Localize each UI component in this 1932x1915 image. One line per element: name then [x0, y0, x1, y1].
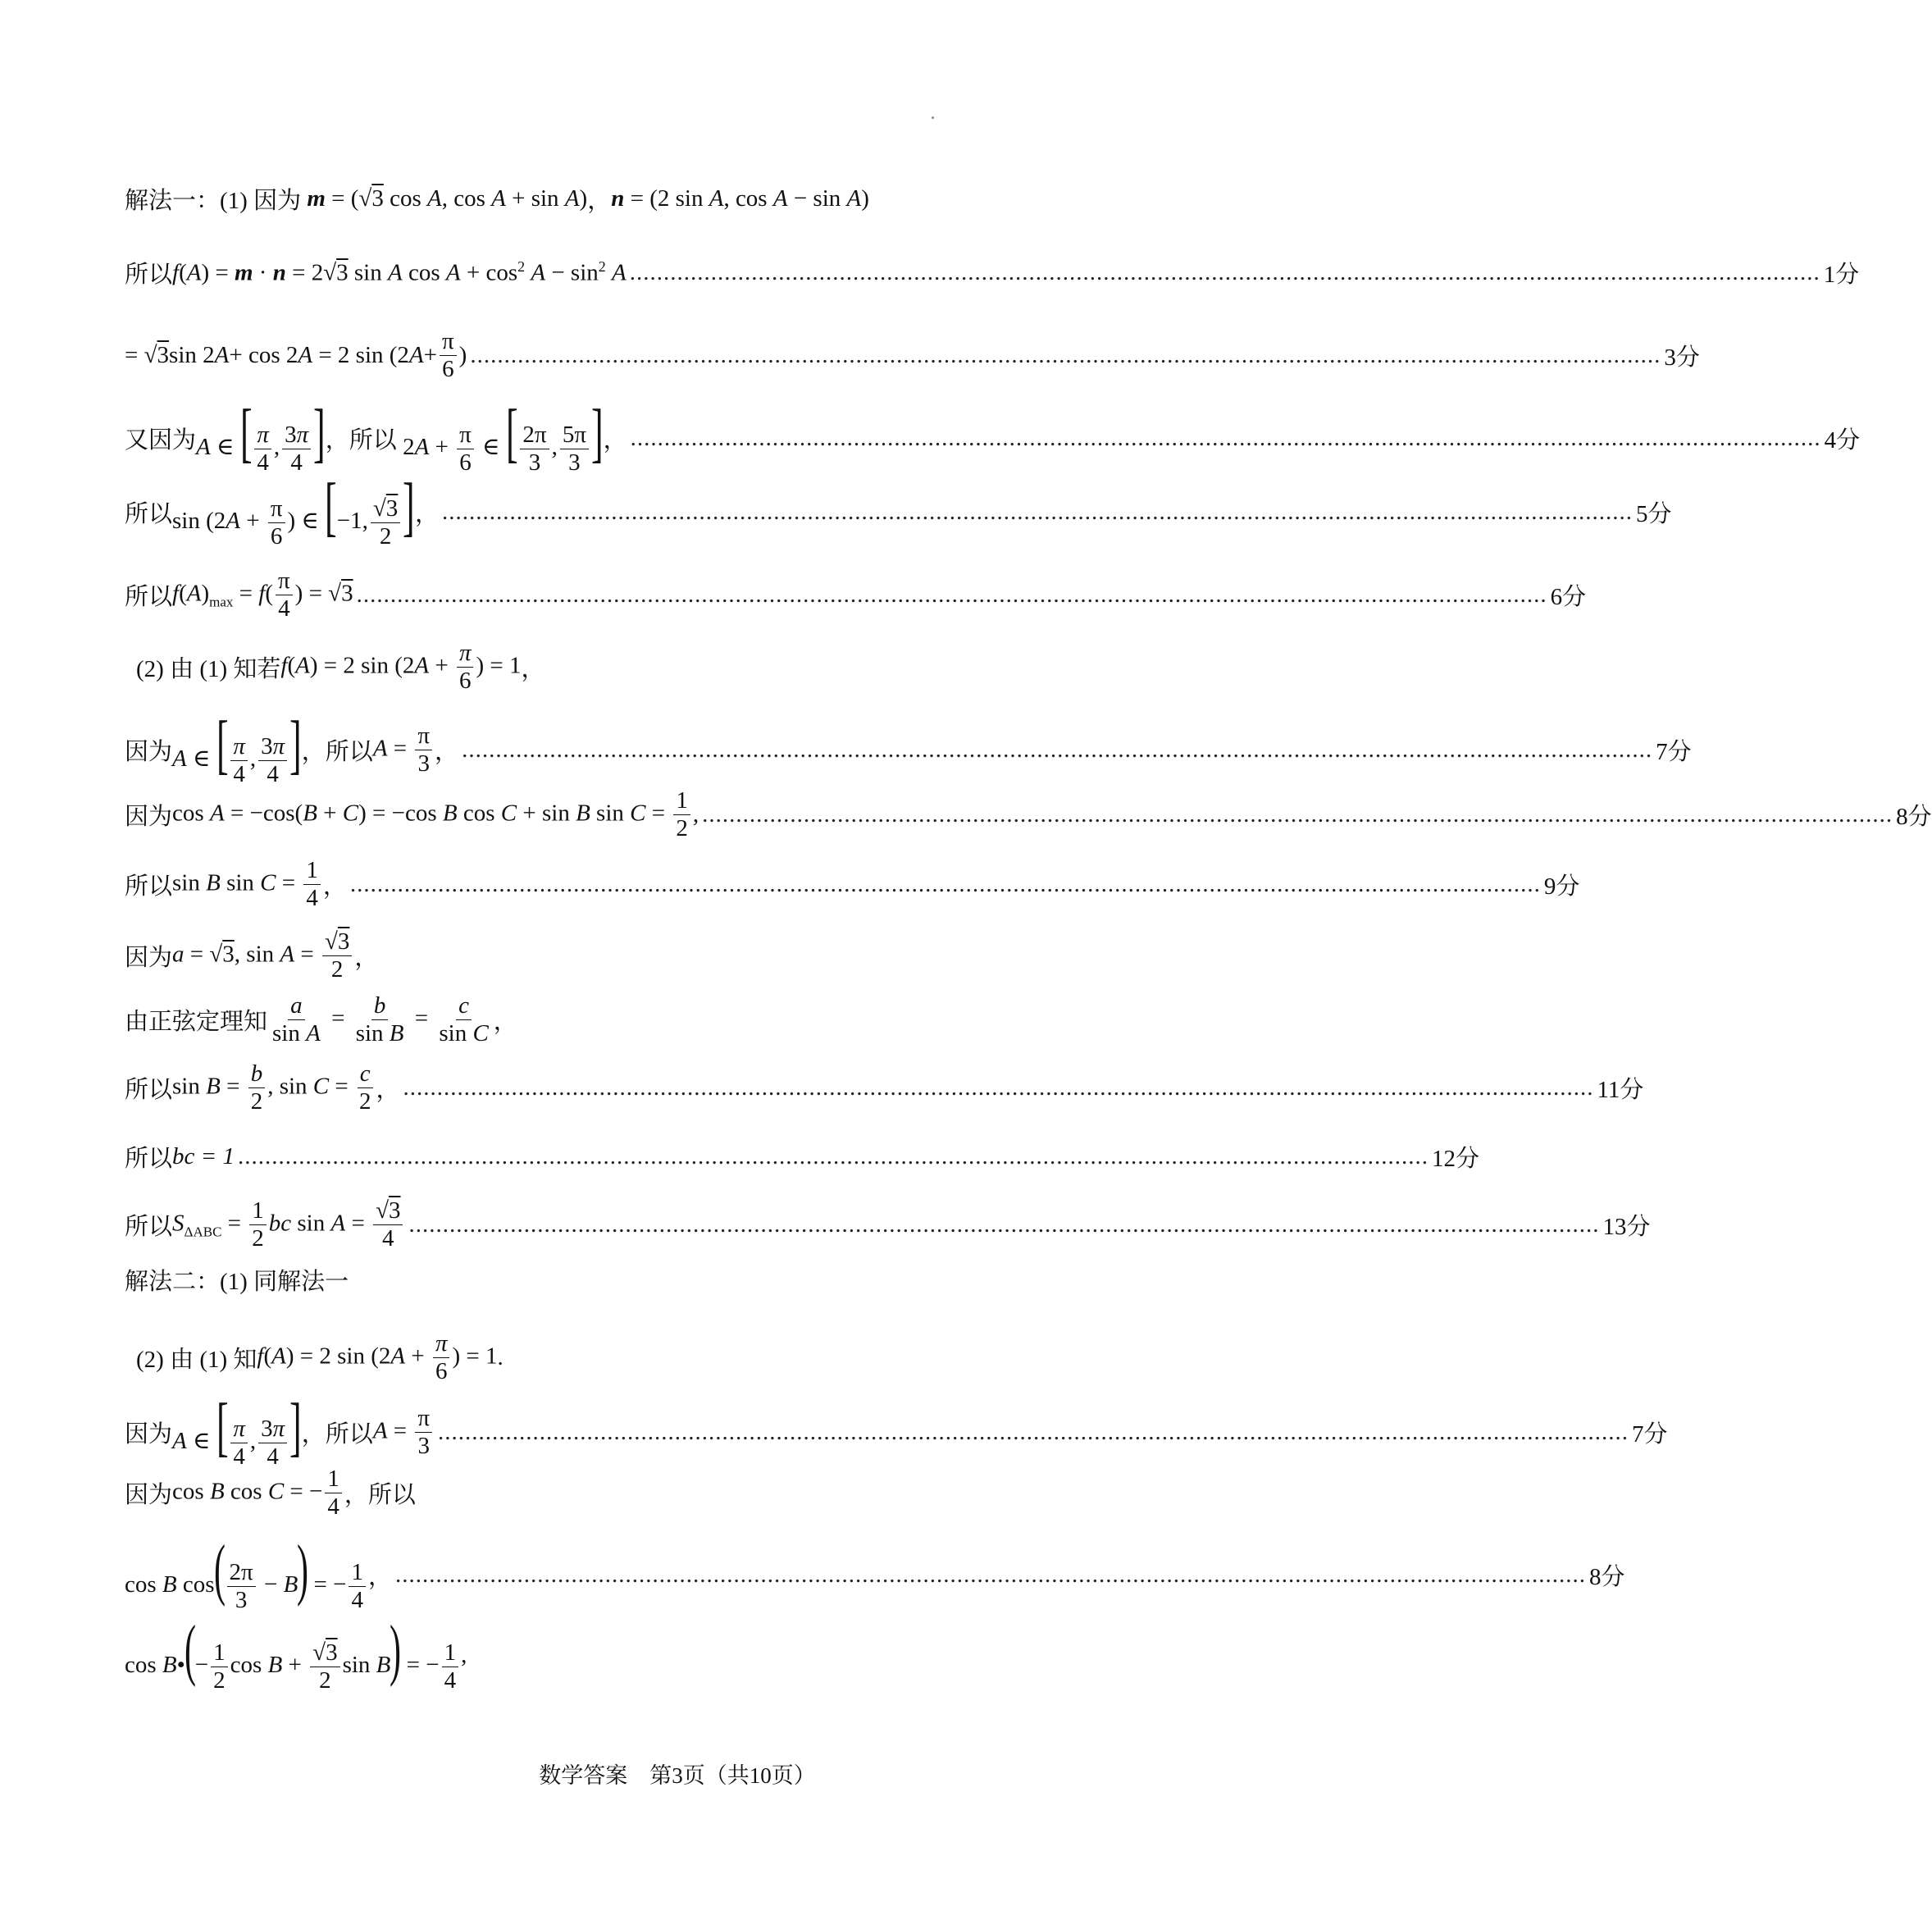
leader-dots: ................................................................................................................................................................................	[237, 1143, 1428, 1170]
score-label: 11分	[1597, 1077, 1644, 1104]
score-label: 8分	[1589, 1563, 1625, 1590]
leader-dots: ................................................................................................................................................................................	[349, 871, 1541, 898]
score-label: 4分	[1824, 427, 1861, 454]
sine-product: sin B sin C = $\frac{1}{4}$	[172, 857, 323, 913]
score-label: 9分	[1543, 873, 1580, 901]
score-label: 5分	[1635, 501, 1672, 528]
interval-a: A ∈ [ $\frac{\pi}{4}$ , $\frac{3\pi}{4}$ ]	[172, 709, 302, 787]
solution-1-label: 解法一：(1) 因为	[125, 188, 302, 214]
leader-dots: ................................................................................................................................................................................	[441, 499, 1633, 526]
given-values: a = √3, sin A = $\frac{√3}{2}$	[172, 928, 354, 984]
leader-dots: ................................................................................................................................................................................	[356, 581, 1547, 609]
score-label: 7分	[1632, 1421, 1668, 1448]
leader-dots: ................................................................................................................................................................................	[438, 1419, 1629, 1446]
step-line-16: 因为 A ∈ [ $\frac{\pi}{4}$ , $\frac{3\pi}{4}$ ] ，所以 A = $\frac{\pi}{3}$ ................................................................................................................................................................................ 7分	[125, 1391, 1668, 1470]
leader-dots: ................................................................................................................................................................................	[629, 259, 1820, 285]
step-line-4: 所以 sin (2A + $\frac{\pi}{6}$ ) ∈ [−1, $\frac{√3}{2}$ ] ， ................................................................................................................................................................................ 5分	[125, 471, 1672, 549]
expanded-equation: cos B•(− $\frac{1}{2}$ cos B + $\frac{√3}{2}$ sin B) = − $\frac{1}{4}$	[125, 1616, 461, 1694]
step-line-12: 所以 sin B = $\frac{b}{2}$ , sin C = $\frac{c}{2}$ ， ................................................................................................................................................................................ 11分	[125, 1060, 1644, 1115]
step-line-18: cos B cos( $\frac{2\pi}{3}$ − B) = − $\frac{1}{4}$ ， ................................................................................................................................................................................ 8分	[125, 1531, 1625, 1613]
sine-ratios: sin B = $\frac{b}{2}$ , sin C = $\frac{c}{2}$	[172, 1060, 376, 1116]
score-label: 3分	[1664, 344, 1700, 372]
bc-value: bc = 1	[172, 1143, 235, 1170]
simplified-expression: = √ 3 sin 2 A + cos 2 A = 2 sin (2 A + $\frac{\pi}{6}$ )	[125, 328, 467, 383]
score-label: 1分	[1823, 262, 1860, 288]
step-line-15: (2) 由 (1) 知 f(A) = 2 sin (2A + $\frac{\pi}{6}$ ) = 1 .	[136, 1330, 504, 1385]
score-label: 6分	[1550, 584, 1587, 611]
step-line-5: 所以 $f(A)_{max} = f$( $\frac{\pi}{4}$ ) = √3 ................................................................................................................................................................................ 6分	[125, 568, 1587, 622]
vector-m-equation: m = (√3 cos A, cos A + sin A)	[307, 185, 588, 212]
score-label: 7分	[1656, 739, 1692, 766]
step-line-9: 所以 sin B sin C = $\frac{1}{4}$ ， ................................................................................................................................................................................ 9分	[125, 857, 1580, 912]
law-of-sines: $\frac{a}{\text{sin A}}$ = $\frac{b}{\text{sin B}}$ = $\frac{c}{\text{sin C}}$	[272, 992, 489, 1047]
score-label: 13分	[1602, 1214, 1651, 1241]
step-line-2	[125, 328, 1700, 384]
angle-a-value: A = $\frac{\pi}{3}$	[373, 1405, 435, 1461]
step-line-11: 由正弦定理知 $\frac{a}{\text{sin A}}$ = $\frac{b}{\text{sin B}}$ = $\frac{c}{\text{sin C}}$ ，	[125, 992, 517, 1047]
area-expression: $S_{\Delta ABC}$ = $\frac{1}{2}$ bc sin A = $\frac{√3}{4}$	[172, 1197, 405, 1253]
score-label: 8分	[1896, 804, 1932, 831]
condition-expression: f(A) = 2 sin (2A + $\frac{\pi}{6}$ ) = 1	[280, 640, 522, 695]
leader-dots: ................................................................................................................................................................................	[630, 425, 1821, 452]
page-footer: 数学答案 第3页（共10页）	[539, 1763, 816, 1788]
step-line-3: 又因为 A ∈ [ $\frac{\pi}{4}$ , $\frac{3\pi}{4}$ ] ，所以 2A + $\frac{\pi}{6}$ ∈ [ $\frac{2\pi}{3}$ , $\frac{5\pi}{3}$ ] ， ................................................................................................................................................................................ 4分	[125, 397, 1861, 476]
leader-dots: ................................................................................................................................................................................	[408, 1211, 1600, 1238]
step-line-13: 所以 bc = 1 ................................................................................................................................................................................ 12分	[125, 1140, 1230, 1174]
solution-2-heading: 解法二：(1) 同解法一	[125, 1269, 349, 1295]
condition-expression: f(A) = 2 sin (2A + $\frac{\pi}{6}$ ) = 1	[257, 1330, 498, 1385]
vector-n-equation: n = (2 sin A, cos A − sin A)	[611, 185, 869, 212]
step-line-10: 因为 a = √3, sin A = $\frac{√3}{2}$ ，	[125, 928, 379, 983]
interval-2a: 2A + $\frac{\pi}{6}$ ∈ [ $\frac{2\pi}{3}$ , $\frac{5\pi}{3}$ ]	[396, 397, 604, 476]
leader-dots: ................................................................................................................................................................................	[395, 1561, 1586, 1588]
leader-dots: ................................................................................................................................................................................	[702, 801, 1893, 828]
solution-1-heading: 解法一：(1) 因为 m = (√3 cos A, cos A + sin A) ， n = (2 sin A, cos A − sin A)	[125, 182, 1230, 216]
leader-dots: ................................................................................................................................................................................	[462, 736, 1653, 764]
step-line-14: 所以 $S_{\Delta ABC}$ = $\frac{1}{2}$ bc sin A = $\frac{√3}{4}$ ................................................................................................................................................................................ 13分	[125, 1197, 1651, 1252]
interval-a: A ∈ [ $\frac{\pi}{4}$ , $\frac{3\pi}{4}$ ]	[196, 397, 326, 476]
cosine-substitution: cos B cos( $\frac{2\pi}{3}$ − B) = − $\frac{1}{4}$	[125, 1535, 368, 1614]
step-line-6: (2) 由 (1) 知若 f(A) = 2 sin (2A + $\frac{\pi}{6}$ ) = 1 ，	[136, 640, 545, 695]
sine-range: sin (2A + $\frac{\pi}{6}$ ) ∈ [−1, $\frac{√3}{2}$ ]	[172, 471, 415, 549]
step-line-1: 所以 f(A) = m · n = 2√3 sin A $\cos A + \cos^2 A - \sin^2 A$ ................................................................................................................................................................................ 1分	[125, 256, 1230, 290]
cosine-expansion: cos A = −cos(B + C) = −cos B cos C + sin B sin C = $\frac{1}{2}$	[172, 787, 693, 843]
interval-a: A ∈ [ $\frac{\pi}{4}$ , $\frac{3\pi}{4}$ ]	[172, 1391, 302, 1470]
cosine-product: cos B cos C = − $\frac{1}{4}$	[172, 1466, 344, 1521]
angle-a-value: A = $\frac{\pi}{3}$	[373, 723, 435, 778]
max-value-expression: $f(A)_{max} = f$( $\frac{\pi}{4}$ ) = √3	[172, 568, 353, 622]
leader-dots: ................................................................................................................................................................................	[403, 1074, 1594, 1101]
dot-product-expression: f(A) = m · n = 2√3 sin A $\cos A + \cos^2 A - \sin^2 A$	[172, 258, 627, 286]
step-line-19: cos B•(− $\frac{1}{2}$ cos B + $\frac{√3}{2}$ sin B) = − $\frac{1}{4}$ ,	[125, 1612, 467, 1694]
step-line-17: 因为 cos B cos C = − $\frac{1}{4}$ ，所以	[125, 1466, 416, 1521]
stray-mark	[932, 116, 934, 119]
score-label: 12分	[1431, 1146, 1479, 1172]
step-line-8: 因为 cos A = −cos(B + C) = −cos B cos C + sin B sin C = $\frac{1}{2}$ , ................................................................................................................................................................................ 8分	[125, 787, 1932, 842]
leader-dots: ................................................................................................................................................................................	[470, 342, 1661, 369]
step-line-7: 因为 A ∈ [ $\frac{\pi}{4}$ , $\frac{3\pi}{4}$ ] ，所以 A = $\frac{\pi}{3}$ ， ................................................................................................................................................................................ 7分	[125, 709, 1692, 787]
